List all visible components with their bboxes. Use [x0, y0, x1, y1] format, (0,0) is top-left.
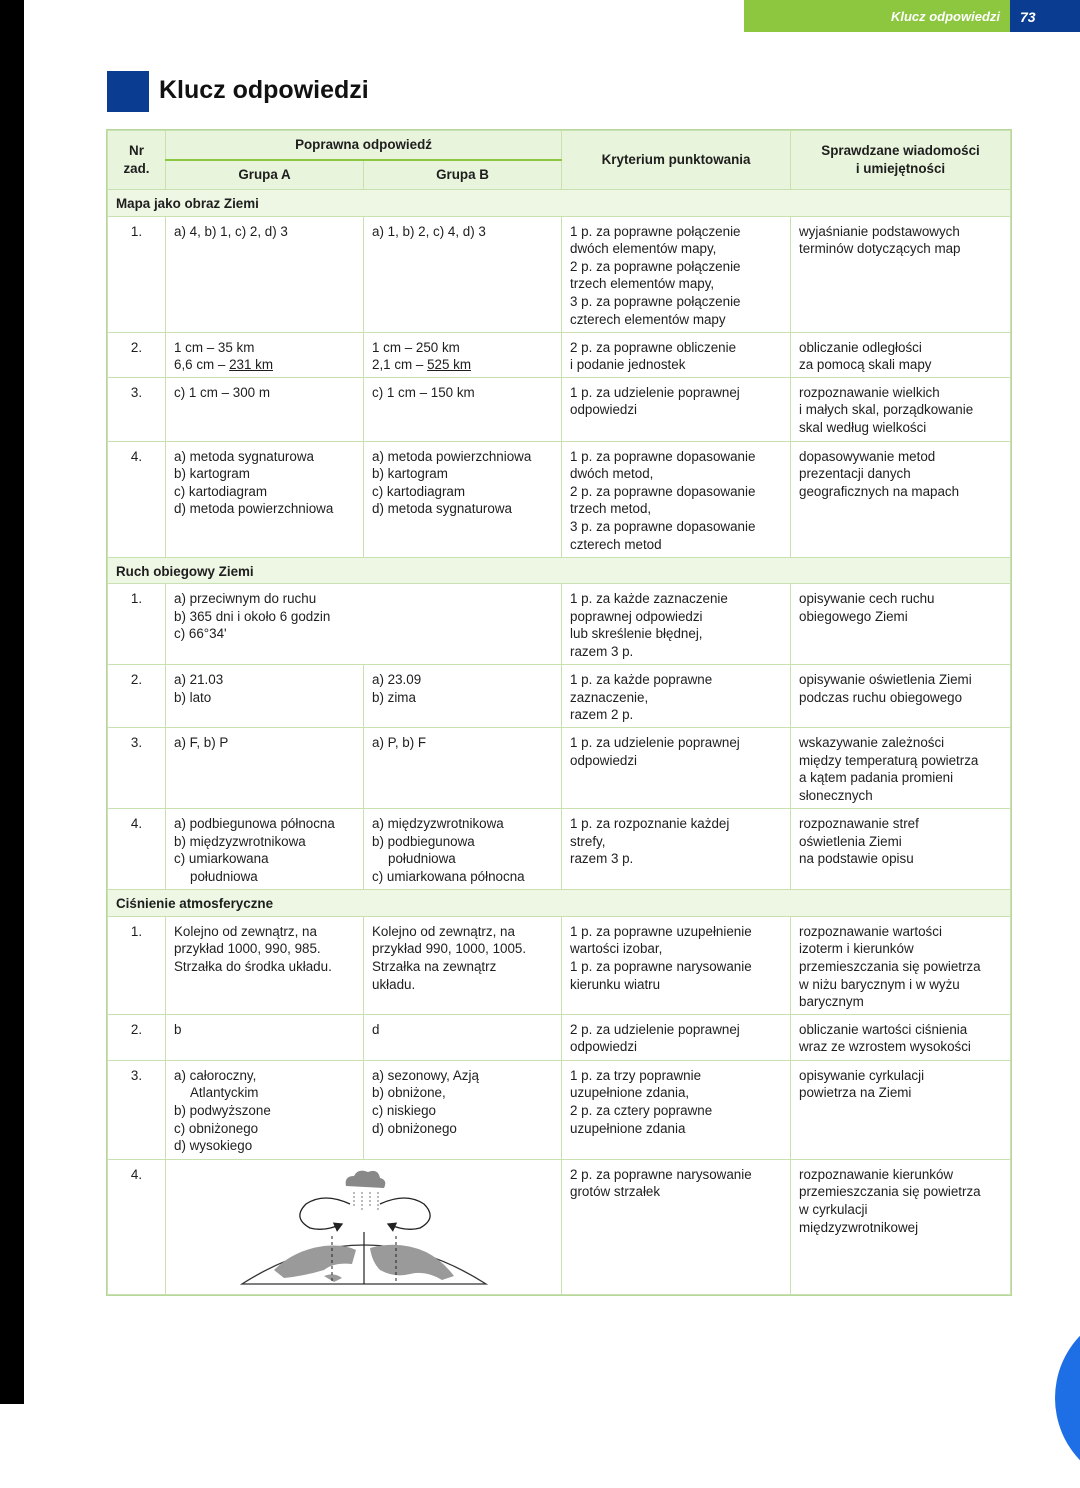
task-number: 1. — [108, 584, 166, 665]
skills: rozpoznawanie wartości izoterm i kierunków przemieszczania się powietrza w niżu barycznym i w wyżu barycznym — [791, 916, 1011, 1014]
rain-icon — [354, 1192, 378, 1210]
criterion: 1 p. za poprawne dopasowanie dwóch metod, 2 p. za poprawne dopasowanie trzech metod, 3 p. za poprawne dopasowanie czterech metod — [562, 441, 791, 557]
group-b-answer: a) metoda powierzchniowa b) kartogram c) kartodiagram d) metoda sygnaturowa — [364, 441, 562, 557]
circulation-arrow-right — [380, 1198, 430, 1229]
section-title: Ciśnienie atmosferyczne — [108, 890, 1011, 917]
table-row — [108, 665, 1011, 728]
criterion: 1 p. za każde zaznaczenie poprawnej odpowiedzi lub skreślenie błędnej, razem 3 p. — [562, 584, 791, 665]
hadley-circulation-diagram — [174, 1166, 562, 1288]
group-b-answer: c) 1 cm – 150 km — [364, 377, 562, 441]
skills: obliczanie odległości za pomocą skali mapy — [791, 332, 1011, 377]
criterion: 2 p. za udzielenie poprawnej odpowiedzi — [562, 1014, 791, 1060]
group-a-answer: a) F, b) P — [166, 728, 364, 809]
skills: opisywanie oświetlenia Ziemi podczas ruchu obiegowego — [791, 665, 1011, 728]
header-criterion: Kryterium punktowania — [562, 131, 791, 190]
task-number: 2. — [108, 665, 166, 728]
table-row — [108, 809, 1011, 890]
group-b-answer: a) 23.09 b) zima — [364, 665, 562, 728]
table-row — [108, 216, 1011, 332]
criterion: 1 p. za trzy poprawnie uzupełnione zdania, 2 p. za cztery poprawne uzupełnione zdania — [562, 1060, 791, 1159]
table-row — [108, 441, 1011, 557]
table-row — [108, 584, 1011, 665]
page-title: Klucz odpowiedzi — [159, 76, 369, 104]
criterion: 1 p. za rozpoznanie każdej strefy, razem 3 p. — [562, 809, 791, 890]
task-number: 4. — [108, 809, 166, 890]
group-b-answer: a) sezonowy, Azją b) obniżone, c) niskiego d) obniżonego — [364, 1060, 562, 1159]
header-group-b: Grupa B — [364, 160, 562, 190]
skills: opisywanie cech ruchu obiegowego Ziemi — [791, 584, 1011, 665]
header-skills: Sprawdzane wiadomości i umiejętności — [791, 131, 1011, 190]
circulation-diagram-cell — [166, 1159, 562, 1295]
skills: dopasowywanie metod prezentacji danych geograficznych na mapach — [791, 441, 1011, 557]
group-a-answer: a) 4, b) 1, c) 2, d) 3 — [166, 216, 364, 332]
header-correct-answer: Poprawna odpowiedź — [166, 131, 562, 161]
header-nr: Nr zad. — [108, 131, 166, 190]
task-number: 4. — [108, 1159, 166, 1295]
criterion: 1 p. za udzielenie poprawnej odpowiedzi — [562, 728, 791, 809]
table-row — [108, 377, 1011, 441]
skills: rozpoznawanie stref oświetlenia Ziemi na podstawie opisu — [791, 809, 1011, 890]
group-a-answer: a) całoroczny, Atlantyckim b) podwyższone c) obniżonego d) wysokiego — [166, 1060, 364, 1159]
answer-key-table — [107, 130, 1011, 1295]
table-row — [108, 1060, 1011, 1159]
task-number: 1. — [108, 216, 166, 332]
task-number: 2. — [108, 332, 166, 377]
task-number: 2. — [108, 1014, 166, 1060]
criterion: 2 p. za poprawne narysowanie grotów strzałek — [562, 1159, 791, 1295]
table-row — [108, 1159, 1011, 1295]
left-page-edge — [0, 0, 24, 1404]
table-row — [108, 1014, 1011, 1060]
group-a-answer: 1 cm – 35 km 6,6 cm – 231 km — [166, 332, 364, 377]
skills: wskazywanie zależności między temperaturą powietrza a kątem padania promieni słonecznych — [791, 728, 1011, 809]
criterion: 1 p. za poprawne uzupełnienie wartości izobar, 1 p. za poprawne narysowanie kierunku wiatru — [562, 916, 791, 1014]
group-a-answer: b — [166, 1014, 364, 1060]
group-a-answer: a) metoda sygnaturowa b) kartogram c) kartodiagram d) metoda powierzchniowa — [166, 441, 364, 557]
table-row — [108, 916, 1011, 1014]
group-a-answer: a) 21.03 b) lato — [166, 665, 364, 728]
page-number: 73 — [1010, 0, 1080, 32]
underlined-result: 525 km — [427, 357, 471, 373]
title-marker — [107, 71, 149, 112]
task-number: 3. — [108, 728, 166, 809]
group-b-answer: Kolejno od zewnątrz, na przykład 990, 1000, 1005. Strzałka na zewnątrz układu. — [364, 916, 562, 1014]
task-number: 3. — [108, 1060, 166, 1159]
task-number: 3. — [108, 377, 166, 441]
header-group-a: Grupa A — [166, 160, 364, 190]
task-number: 1. — [108, 916, 166, 1014]
skills: opisywanie cyrkulacji powietrza na Ziemi — [791, 1060, 1011, 1159]
group-b-answer: d — [364, 1014, 562, 1060]
group-b-answer: 1 cm – 250 km 2,1 cm – 525 km — [364, 332, 562, 377]
decorative-arc — [1055, 1308, 1080, 1488]
table-row — [108, 332, 1011, 377]
criterion: 1 p. za poprawne połączenie dwóch elementów mapy, 2 p. za poprawne połączenie trzech elementów mapy, 3 p. za poprawne połączenie czterech elementów mapy — [562, 216, 791, 332]
task-number: 4. — [108, 441, 166, 557]
running-header: Klucz odpowiedzi — [890, 9, 1000, 24]
criterion: 2 p. za poprawne obliczenie i podanie jednostek — [562, 332, 791, 377]
skills: rozpoznawanie wielkich i małych skal, porządkowanie skal według wielkości — [791, 377, 1011, 441]
table-row — [108, 728, 1011, 809]
group-a-answer: c) 1 cm – 300 m — [166, 377, 364, 441]
criterion: 1 p. za każde poprawne zaznaczenie, razem 2 p. — [562, 665, 791, 728]
underlined-result: 231 km — [229, 357, 273, 373]
skills: rozpoznawanie kierunków przemieszczania się powietrza w cyrkulacji międzyzwrotnikowej — [791, 1159, 1011, 1295]
section-title: Mapa jako obraz Ziemi — [108, 190, 1011, 217]
group-a-answer: Kolejno od zewnątrz, na przykład 1000, 990, 985. Strzałka do środka układu. — [166, 916, 364, 1014]
group-b-answer: a) P, b) F — [364, 728, 562, 809]
group-ab-answer: a) przeciwnym do ruchu b) 365 dni i około 6 godzin c) 66°34' — [166, 584, 562, 665]
skills: wyjaśnianie podstawowych terminów dotyczących map — [791, 216, 1011, 332]
group-a-answer: a) podbiegunowa północna b) międzyzwrotnikowa c) umiarkowana południowa — [166, 809, 364, 890]
circulation-arrow-left — [300, 1198, 350, 1229]
criterion: 1 p. za udzielenie poprawnej odpowiedzi — [562, 377, 791, 441]
skills: obliczanie wartości ciśnienia wraz ze wzrostem wysokości — [791, 1014, 1011, 1060]
section-title: Ruch obiegowy Ziemi — [108, 557, 1011, 584]
cloud-icon — [346, 1170, 386, 1187]
group-b-answer: a) międzyzwrotnikowa b) podbiegunowa południowa c) umiarkowana północna — [364, 809, 562, 890]
group-b-answer: a) 1, b) 2, c) 4, d) 3 — [364, 216, 562, 332]
